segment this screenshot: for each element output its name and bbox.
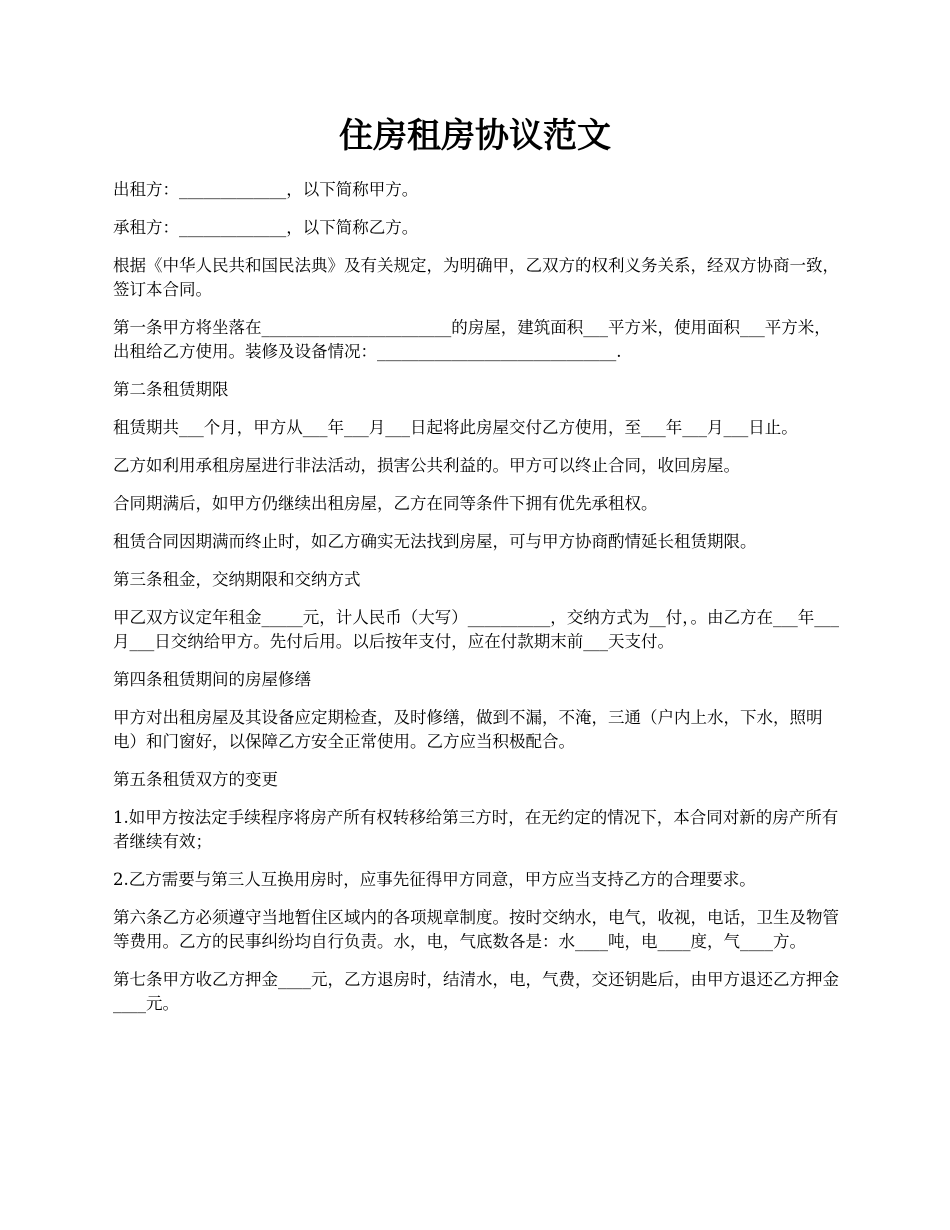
paragraph-ownership-transfer: 1.如甲方按法定手续程序将房产所有权转移给第三方时，在无约定的情况下，本合同对新的房产所有者继续有效； (113, 808, 839, 851)
paragraph-extension: 租赁合同因期满而终止时，如乙方确实无法找到房屋，可与甲方协商酌情延长租赁期限。 (113, 532, 757, 551)
document-body (113, 178, 843, 1030)
paragraph-lessor: 出租方：_____________，以下简称甲方。 (113, 180, 419, 199)
heading-article-2: 第二条租赁期限 (113, 380, 229, 399)
heading-article-3: 第三条租金，交纳期限和交纳方式 (113, 570, 361, 589)
paragraph-article-7: 第七条甲方收乙方押金____元，乙方退房时，结清水，电，气费，交还钥匙后，由甲方退还乙方押金____元。 (113, 970, 839, 1013)
document-title: 住房租房协议范文 (339, 116, 611, 156)
paragraph-article-6: 第六条乙方必须遵守当地暂住区域内的各项规章制度。按时交纳水，电气，收视，电话，卫生及物管等费用。乙方的民事纠纷均自行负责。水，电，气底数各是：水____吨，电____度，气____方。 (113, 908, 839, 951)
paragraph-article-1: 第一条甲方将坐落在_______________________的房屋，建筑面积___平方米，使用面积___平方米，出租给乙方使用。装修及设备情况：_____________________________. (113, 318, 831, 361)
paragraph-rent-payment: 甲乙双方议定年租金_____元，计人民币（大写）__________，交纳方式为__付，。由乙方在___年___月___日交纳给甲方。先付后用。以后按年支付，应在付款期末前___天支付。 (113, 608, 839, 651)
paragraph-exchange: 2.乙方需要与第三人互换用房时，应事先征得甲方同意，甲方应当支持乙方的合理要求。 (113, 870, 756, 889)
paragraph-renewal-priority: 合同期满后，如甲方仍继续出租房屋，乙方在同等条件下拥有优先承租权。 (113, 494, 658, 513)
paragraph-preamble: 根据《中华人民共和国民法典》及有关规定，为明确甲，乙双方的权利义务关系，经双方协商一致，签订本合同。 (113, 256, 839, 299)
heading-article-4: 第四条租赁期间的房屋修缮 (113, 670, 311, 689)
paragraph-repairs: 甲方对出租房屋及其设备应定期检查，及时修缮，做到不漏，不淹，三通（户内上水，下水，照明电）和门窗好，以保障乙方安全正常使用。乙方应当积极配合。 (113, 708, 823, 751)
heading-article-5: 第五条租赁双方的变更 (113, 770, 278, 789)
paragraph-lessee: 承租方：_____________，以下简称乙方。 (113, 218, 419, 237)
paragraph-lease-term: 租赁期共___个月，甲方从___年___月___日起将此房屋交付乙方使用，至___年___月___日止。 (113, 418, 798, 437)
paragraph-illegal-use: 乙方如利用承租房屋进行非法活动，损害公共利益的。甲方可以终止合同，收回房屋。 (113, 456, 740, 475)
